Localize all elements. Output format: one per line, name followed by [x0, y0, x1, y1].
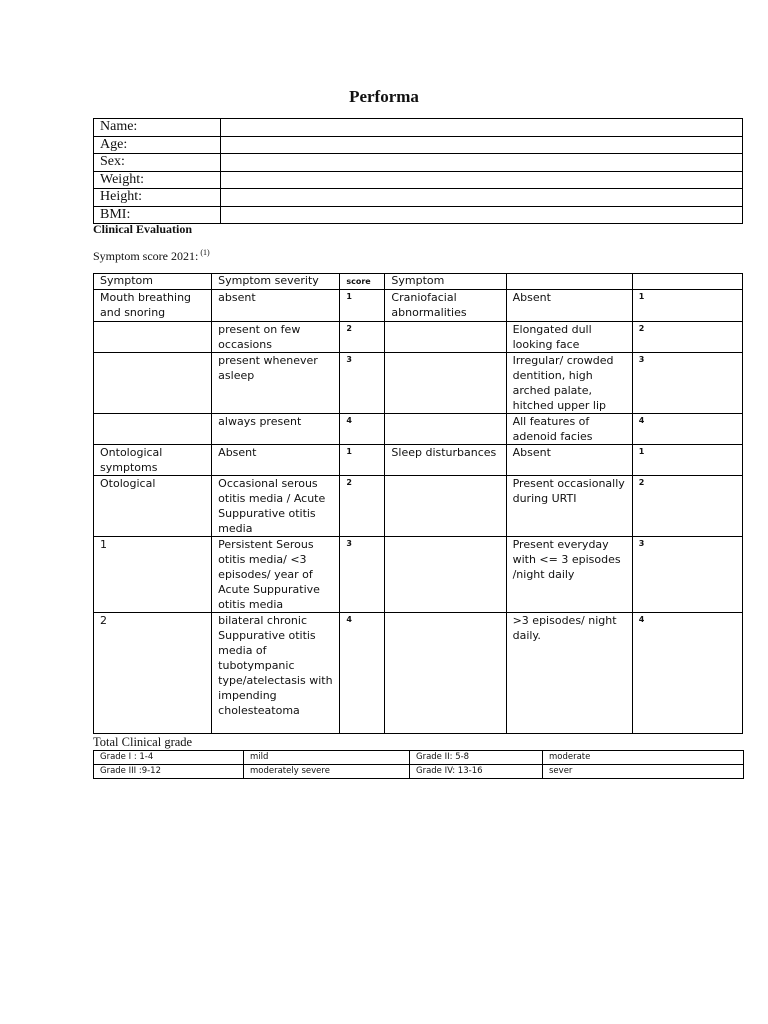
table-cell: 2	[340, 322, 385, 353]
table-row	[94, 613, 743, 734]
info-row	[94, 136, 743, 154]
table-cell: 3	[632, 537, 742, 613]
table-cell: All features of adenoid facies	[506, 414, 632, 445]
column-header: Symptom	[94, 274, 212, 290]
info-value-cell[interactable]	[221, 206, 743, 224]
table-cell	[385, 414, 506, 445]
grade-cell: moderately severe	[244, 765, 410, 779]
table-cell: 1	[340, 445, 385, 476]
table-cell: 3	[632, 353, 742, 414]
info-row	[94, 154, 743, 172]
table-cell	[94, 322, 212, 353]
table-cell: Ontological symptoms	[94, 445, 212, 476]
table-cell: 4	[632, 613, 742, 734]
column-header: Symptom	[385, 274, 506, 290]
info-label: Age:	[94, 136, 221, 154]
table-row	[94, 414, 743, 445]
table-row	[94, 353, 743, 414]
table-cell	[385, 537, 506, 613]
column-header: score	[340, 274, 385, 290]
grade-cell: Grade I : 1-4	[94, 751, 244, 765]
table-cell: Mouth breathing and snoring	[94, 290, 212, 322]
info-label: Name:	[94, 119, 221, 137]
personal-info-table	[93, 118, 743, 224]
info-value-cell[interactable]	[221, 154, 743, 172]
citation-ref: (1)	[200, 248, 210, 257]
info-row	[94, 171, 743, 189]
info-label: Height:	[94, 189, 221, 207]
table-row	[94, 751, 744, 765]
table-header-row	[94, 274, 743, 290]
info-row	[94, 189, 743, 207]
table-cell	[385, 476, 506, 537]
table-cell	[385, 613, 506, 734]
table-cell: Craniofacial abnormalities	[385, 290, 506, 322]
table-cell: present whenever asleep	[212, 353, 340, 414]
info-value-cell[interactable]	[221, 171, 743, 189]
table-cell	[94, 353, 212, 414]
info-row	[94, 206, 743, 224]
table-cell: Sleep disturbances	[385, 445, 506, 476]
table-cell: 3	[340, 537, 385, 613]
table-cell: Persistent Serous otitis media/ <3 episodes/ year of Acute Suppurative otitis media	[212, 537, 340, 613]
grade-cell: Grade II: 5-8	[410, 751, 543, 765]
column-header: Symptom severity	[212, 274, 340, 290]
column-header	[506, 274, 632, 290]
table-cell: 4	[340, 414, 385, 445]
grade-cell: sever	[543, 765, 744, 779]
table-row	[94, 537, 743, 613]
table-cell: Occasional serous otitis media / Acute Suppurative otitis media	[212, 476, 340, 537]
symptom-score-label	[93, 248, 210, 264]
table-cell: Absent	[212, 445, 340, 476]
grade-cell: Grade III :9-12	[94, 765, 244, 779]
table-row	[94, 765, 744, 779]
table-row	[94, 445, 743, 476]
info-label: Weight:	[94, 171, 221, 189]
info-label: Sex:	[94, 154, 221, 172]
symptom-score-table	[93, 273, 743, 734]
grade-cell: Grade IV: 13-16	[410, 765, 543, 779]
table-cell: Absent	[506, 445, 632, 476]
table-cell: Present everyday with <= 3 episodes /night daily	[506, 537, 632, 613]
info-value-cell[interactable]	[221, 189, 743, 207]
info-row	[94, 119, 743, 137]
table-cell	[94, 414, 212, 445]
table-cell: 2	[94, 613, 212, 734]
info-label: BMI:	[94, 206, 221, 224]
table-cell: Elongated dull looking face	[506, 322, 632, 353]
grade-cell: moderate	[543, 751, 744, 765]
table-cell: 2	[632, 322, 742, 353]
table-cell: 3	[340, 353, 385, 414]
table-cell	[385, 353, 506, 414]
table-row	[94, 290, 743, 322]
table-row	[94, 476, 743, 537]
table-cell: 1	[340, 290, 385, 322]
table-cell: 1	[94, 537, 212, 613]
table-cell: absent	[212, 290, 340, 322]
table-cell: >3 episodes/ night daily.	[506, 613, 632, 734]
table-cell: bilateral chronic Suppurative otitis media of tubotympanic type/atelectasis with impending cholesteatoma	[212, 613, 340, 734]
table-cell: 1	[632, 290, 742, 322]
table-cell: 4	[340, 613, 385, 734]
table-cell: Irregular/ crowded dentition, high arched palate, hitched upper lip	[506, 353, 632, 414]
page-title: Performa	[349, 87, 419, 106]
table-cell: present on few occasions	[212, 322, 340, 353]
table-cell: 4	[632, 414, 742, 445]
table-row	[94, 322, 743, 353]
table-cell: Present occasionally during URTI	[506, 476, 632, 537]
table-cell: 2	[340, 476, 385, 537]
table-cell: Absent	[506, 290, 632, 322]
column-header	[632, 274, 742, 290]
table-cell: 2	[632, 476, 742, 537]
grade-cell: mild	[244, 751, 410, 765]
info-value-cell[interactable]	[221, 136, 743, 154]
clinical-grade-table	[93, 750, 744, 779]
section-heading: Clinical Evaluation	[93, 222, 193, 236]
grade-heading: Total Clinical grade	[93, 735, 193, 749]
info-value-cell[interactable]	[221, 119, 743, 137]
table-cell: always present	[212, 414, 340, 445]
symptom-score-text: Symptom score 2021:	[93, 249, 199, 263]
table-cell: Otological	[94, 476, 212, 537]
table-cell	[385, 322, 506, 353]
table-cell: 1	[632, 445, 742, 476]
